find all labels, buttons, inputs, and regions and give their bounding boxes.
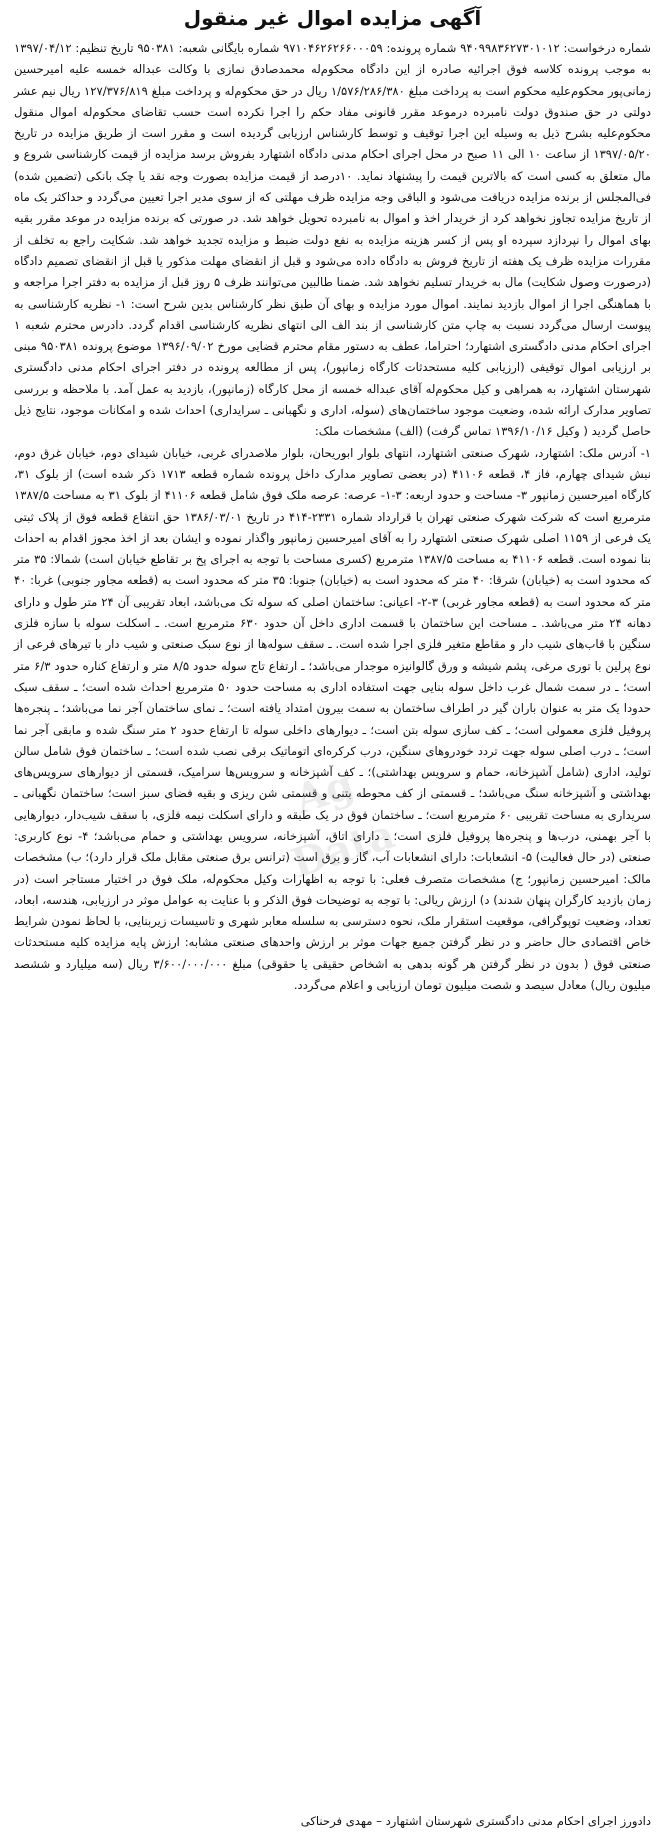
notice-body-paragraph-2: ۱- آدرس ملک: اشتهارد، شهرک صنعتی اشتهارد، انتهای بلوار ابوریحان، بلوار ملاصدرای غربی، خیابان شیدای دوم، خیابان غرق دوم، نبش شیدای چهارم، فاز ۴، قطعه ۴۱۱۰۶ (در بعضی تصاویر مدارک داخل پرونده شماره قطعه ۱۷۱۳ ذکر شده است) از بلوک ۳۱، کارگاه امیرحسین زمانپور ۳- مساحت و حدود اربعه: ۳-۱- عرصه: عرصه ملک فوق شامل قطعه ۴۱۱۰۶ از بلوک ۳۱ به مساحت ۱۳۸۷/۵ مترمربع است که شرکت شهرک صنعتی تهران با قرارداد شماره ۲۳۳۱-۴۱۴ در تاریخ ۱۳۸۶/۰۳/۰۱ حق انتفاع قطعه فوق از پلاک ثبتی یک فرعی از ۱۱۵۹ اصلی شهرک صنعتی اشتهارد را به آقای امیرحسین زمانپور واگذار نموده و ایشان بعد از اخذ مجوز اقدام به احداث بنا نموده است. قطعه ۴۱۱۰۶ به مساحت ۱۳۸۷/۵ مترمربع (کسری مساحت با توجه به اجرای پخ بر تقاطع خیابان است) شمالا: ۳۵ متر که محدود است به (خیابان) شرقا: ۴۰ متر که محدود است به (خیابان) جنوبا: ۳۵ متر که محدود است به (قطعه مجاور جنوبی) غربا: ۴۰ متر که محدود است به (قطعه مجاور غربی) ۳-۲- اعیانی: ساختمان اصلی که سوله تک می‌باشد، ابعاد تقریبی آن ۲۴ متر طول و دارای دهانه ۲۴ متر می‌باشد. ـ مساحت این ساختمان با قسمت اداری داخل آن حدود ۶۳۰ مترمربع است. ـ اسکلت سوله با سازه فلزی سنگین با قاب‌های شیب دار و مقاطع متغیر فلزی اجرا شده است. ـ سقف سوله‌ها از نوع سبک صنعتی و شیب دار با تیرهای فرعی از نوع پرلین با توری مرغی، پشم شیشه و ورق گالوانیزه موجدار می‌باشد؛ ـ ارتفاع تاج سوله حدود ۸/۵ متر و ارتفاع کناره حدود ۶/۳ متر است؛ ـ در سمت شمال غرب داخل سوله بنایی جهت استفاده اداری به مساحت حدود ۵۰ مترمربع احداث شده است؛ ـ سقف سبک حدودا یک متر به عنوان باران گیر در اطراف ساختمان به سمت بیرون امتداد یافته است؛ ـ نمای ساختمان آجر نما می‌باشد؛ ـ پنجره‌ها پروفیل فلزی معمولی است؛ ـ کف سازی سوله بتن است؛ ـ دیوارهای داخلی سوله تا ارتفاع حدود ۲ متر سنگ شده و مابقی آجر نما است؛ ـ درب اصلی سوله جهت تردد خودروهای سنگین، درب کرکره‌ای اتوماتیک برقی نصب شده است؛ ـ ساختمان فوق شامل سالن تولید، اداری (شامل آشپزخانه، حمام و سرویس بهداشتی)؛ ـ کف آشپزخانه و سرویس‌ها سرامیک، قسمتی از دیوارهای سرویس‌های بهداشتی و آشپزخانه سنگ می‌باشد؛ ـ قسمتی از کف محوطه بتنی و قسمتی شن ریزی و بقیه فضای سبز است؛ ساختمان نگهبانی ـ سریداری به مساحت تقریبی ۶۰ مترمربع است؛ ـ ساختمان فوق در یک طبقه و دارای اسکلت نیمه فلزی، با سقف شیب‌دار، دیوارهایی با آجر بهمنی، درب‌ها و پنجره‌ها پروفیل فلزی است؛ ـ دارای اتاق، آشپزخانه، سرویس بهداشتی و حمام می‌باشد؛ ۴- نوع کاربری: صنعتی (در حال فعالیت) ۵- انشعابات: دارای انشعابات آب، گاز و برق است (ترانس برق صنعتی مقابل ملک قرار دارد)؛ ب) مشخصات مالک: امیرحسین زمانپور؛ ج) مشخصات متصرف فعلی: با توجه به اظهارات وکیل محکوم‌له، ملک فوق در اختیار مستاجر است (در زمان بازدید کارگران پنهان شدند) د) ارزش ریالی: با توجه به توضیحات فوق الذکر و با عنایت به عوامل موثر در ارزیابی، هندسه، ابعاد، تعداد، وضعیت توپوگرافی، موقعیت استقرار ملک، نحوه دسترسی به سلسله معابر شهری و تاسیسات زیربنایی، با لحاظ نمودن شرایط خاص اقتصادی حال حاضر و در نظر گرفتن جمیع جهات موثر بر ارزش واحدهای صنعتی مشابه: ارزش پایه مزایده کلیه مستحدثات صنعتی فوق ( بدون در نظر گرفتن هر گونه بدهی به اشخاص حقیقی یا حقوقی) مبلغ ۳/۶۰۰/۰۰۰/۰۰۰ ریال (سه میلیارد و ششصد میلیون ریال) معادل سیصد و شصت میلیون تومان ارزیابی و اعلام می‌گردد. xyxy=(14,445,652,993)
notice-signature: دادورز اجرای احکام مدنی دادگستری شهرستان اشتهارد – مهدی فرحناکی xyxy=(300,1814,651,1828)
watermark-logo: Ag Data xyxy=(285,760,401,888)
notice-title: آگهی مزایده اموال غیر منقول xyxy=(183,6,482,30)
notice-body-paragraph-1: شماره درخواست: ۹۴۰۹۹۸۳۶۲۷۳۰۱۰۱۲ شماره پرونده: ۹۷۱۰۴۶۲۶۲۶۶۰۰۰۵۹ شماره بایگانی شعبه: ۹۵۰۳۸۱ تاریخ تنظیم: ۱۳۹۷/۰۴/۱۲ به موجب پرونده کلاسه فوق اجرائیه صادره از این دادگاه محکوم‌له محمدصادق نمازی با وکالت عبداله خمسه علیه امیرحسین زمانی‌پور محکوم‌علیه محکوم است به پرداخت مبلغ ۱/۵۷۶/۲۸۶/۳۸۰ ریال در حق محکوم‌له و پرداخت مبلغ ۱۲۷/۳۷۶/۸۱۹ ریال نیم عشر دولتی در حق صندوق دولت نامبرده درموعد مقرر قانونی مفاد حکم را اجرا نکرده است حسب تقاضای محکوم‌له اموال منقول محکوم‌علیه بشرح ذیل به وسیله این اجرا توقیف و توسط کارشناس ارزیابی گردیده است و مقرر است از طریق مزایده در تاریخ ۱۳۹۷/۰۵/۲۰ از ساعت ۱۰ الی ۱۱ صبح در محل اجرای احکام مدنی دادگاه اشتهارد بفروش برسد مزایده از قیمت کارشناسی شروع و مال متعلق به کسی است که بالاترین قیمت را پیشنهاد نماید. ۱۰درصد از قیمت مزایده بصورت وجه نقد یا چک بانکی (تضمین شده) فی‌المجلس از برنده مزایده دریافت می‌شود و الباقی وجه مزایده ظرف مهلتی که از سوی مدیر اجرا تعیین می‌گردد و حداکثر یک ماه از تاریخ مزایده تجاوز نخواهد کرد از خریدار اخذ و اموال به نامبرده تحویل خواهد شد. در صورتی که برنده مزایده در موعد مقرر بقیه بهای اموال را نپردازد سپرده او پس از کسر هزینه مزایده به نفع دولت ضبط و مزایده تجدید خواهد شد. شکایت راجع به تخلف از مقررات مزایده ظرف یک هفته از تاریخ فروش به دادگاه داده می‌شود و قبل از انقضای مهلت مذکور یا قبل از انقضای تصمیم دادگاه (درصورت وصول شکایت) مال به خریدار تسلیم نخواهد شد. ضمنا طالبین می‌توانند ظرف ۵ روز قبل از مزایده به دفتر اجرا مراجعه و با هماهنگی اجرا از اموال بازدید نمایند. اموال مورد مزایده و بهای آن طبق نظر کارشناس بدین شرح است: ۱- نظریه کارشناسی به پیوست ارسال می‌گردد نسبت به چاپ متن کارشناسی از بند الف الی انتهای نظریه کارشناسی اقدام گردد. دادرس محترم شعبه ۱ اجرای احکام مدنی دادگستری اشتهارد؛ احتراما، عطف به دستور مقام محترم قضایی مورخ ۱۳۹۶/۰۹/۰۲ موضوع پرونده ۹۵۰۳۸۱ مبنی بر ارزیابی اموال توقیفی (ارزیابی کلیه مستحدثات کارگاه زمانپور)، پس از مطالعه پرونده در دفتر اجرای احکام مدنی دادگستری شهرستان اشتهارد، به همراهی و کیل محکوم‌له آقای عبداله خمسه از محل کارگاه (زمانپور)، بازدید به عمل آمد. با ملاحظه و بررسی تصاویر مدارک ارائه شده، وضعیت موجود ساختمان‌های (سوله، اداری و نگهبانی ـ سرایداری) احداث شده و امکانات موجود، نتایج ذیل حاصل گردید ( وکیل ۱۳۹۶/۱۰/۱۶ تماس گرفت) (الف) مشخصات ملک: xyxy=(14,41,651,439)
